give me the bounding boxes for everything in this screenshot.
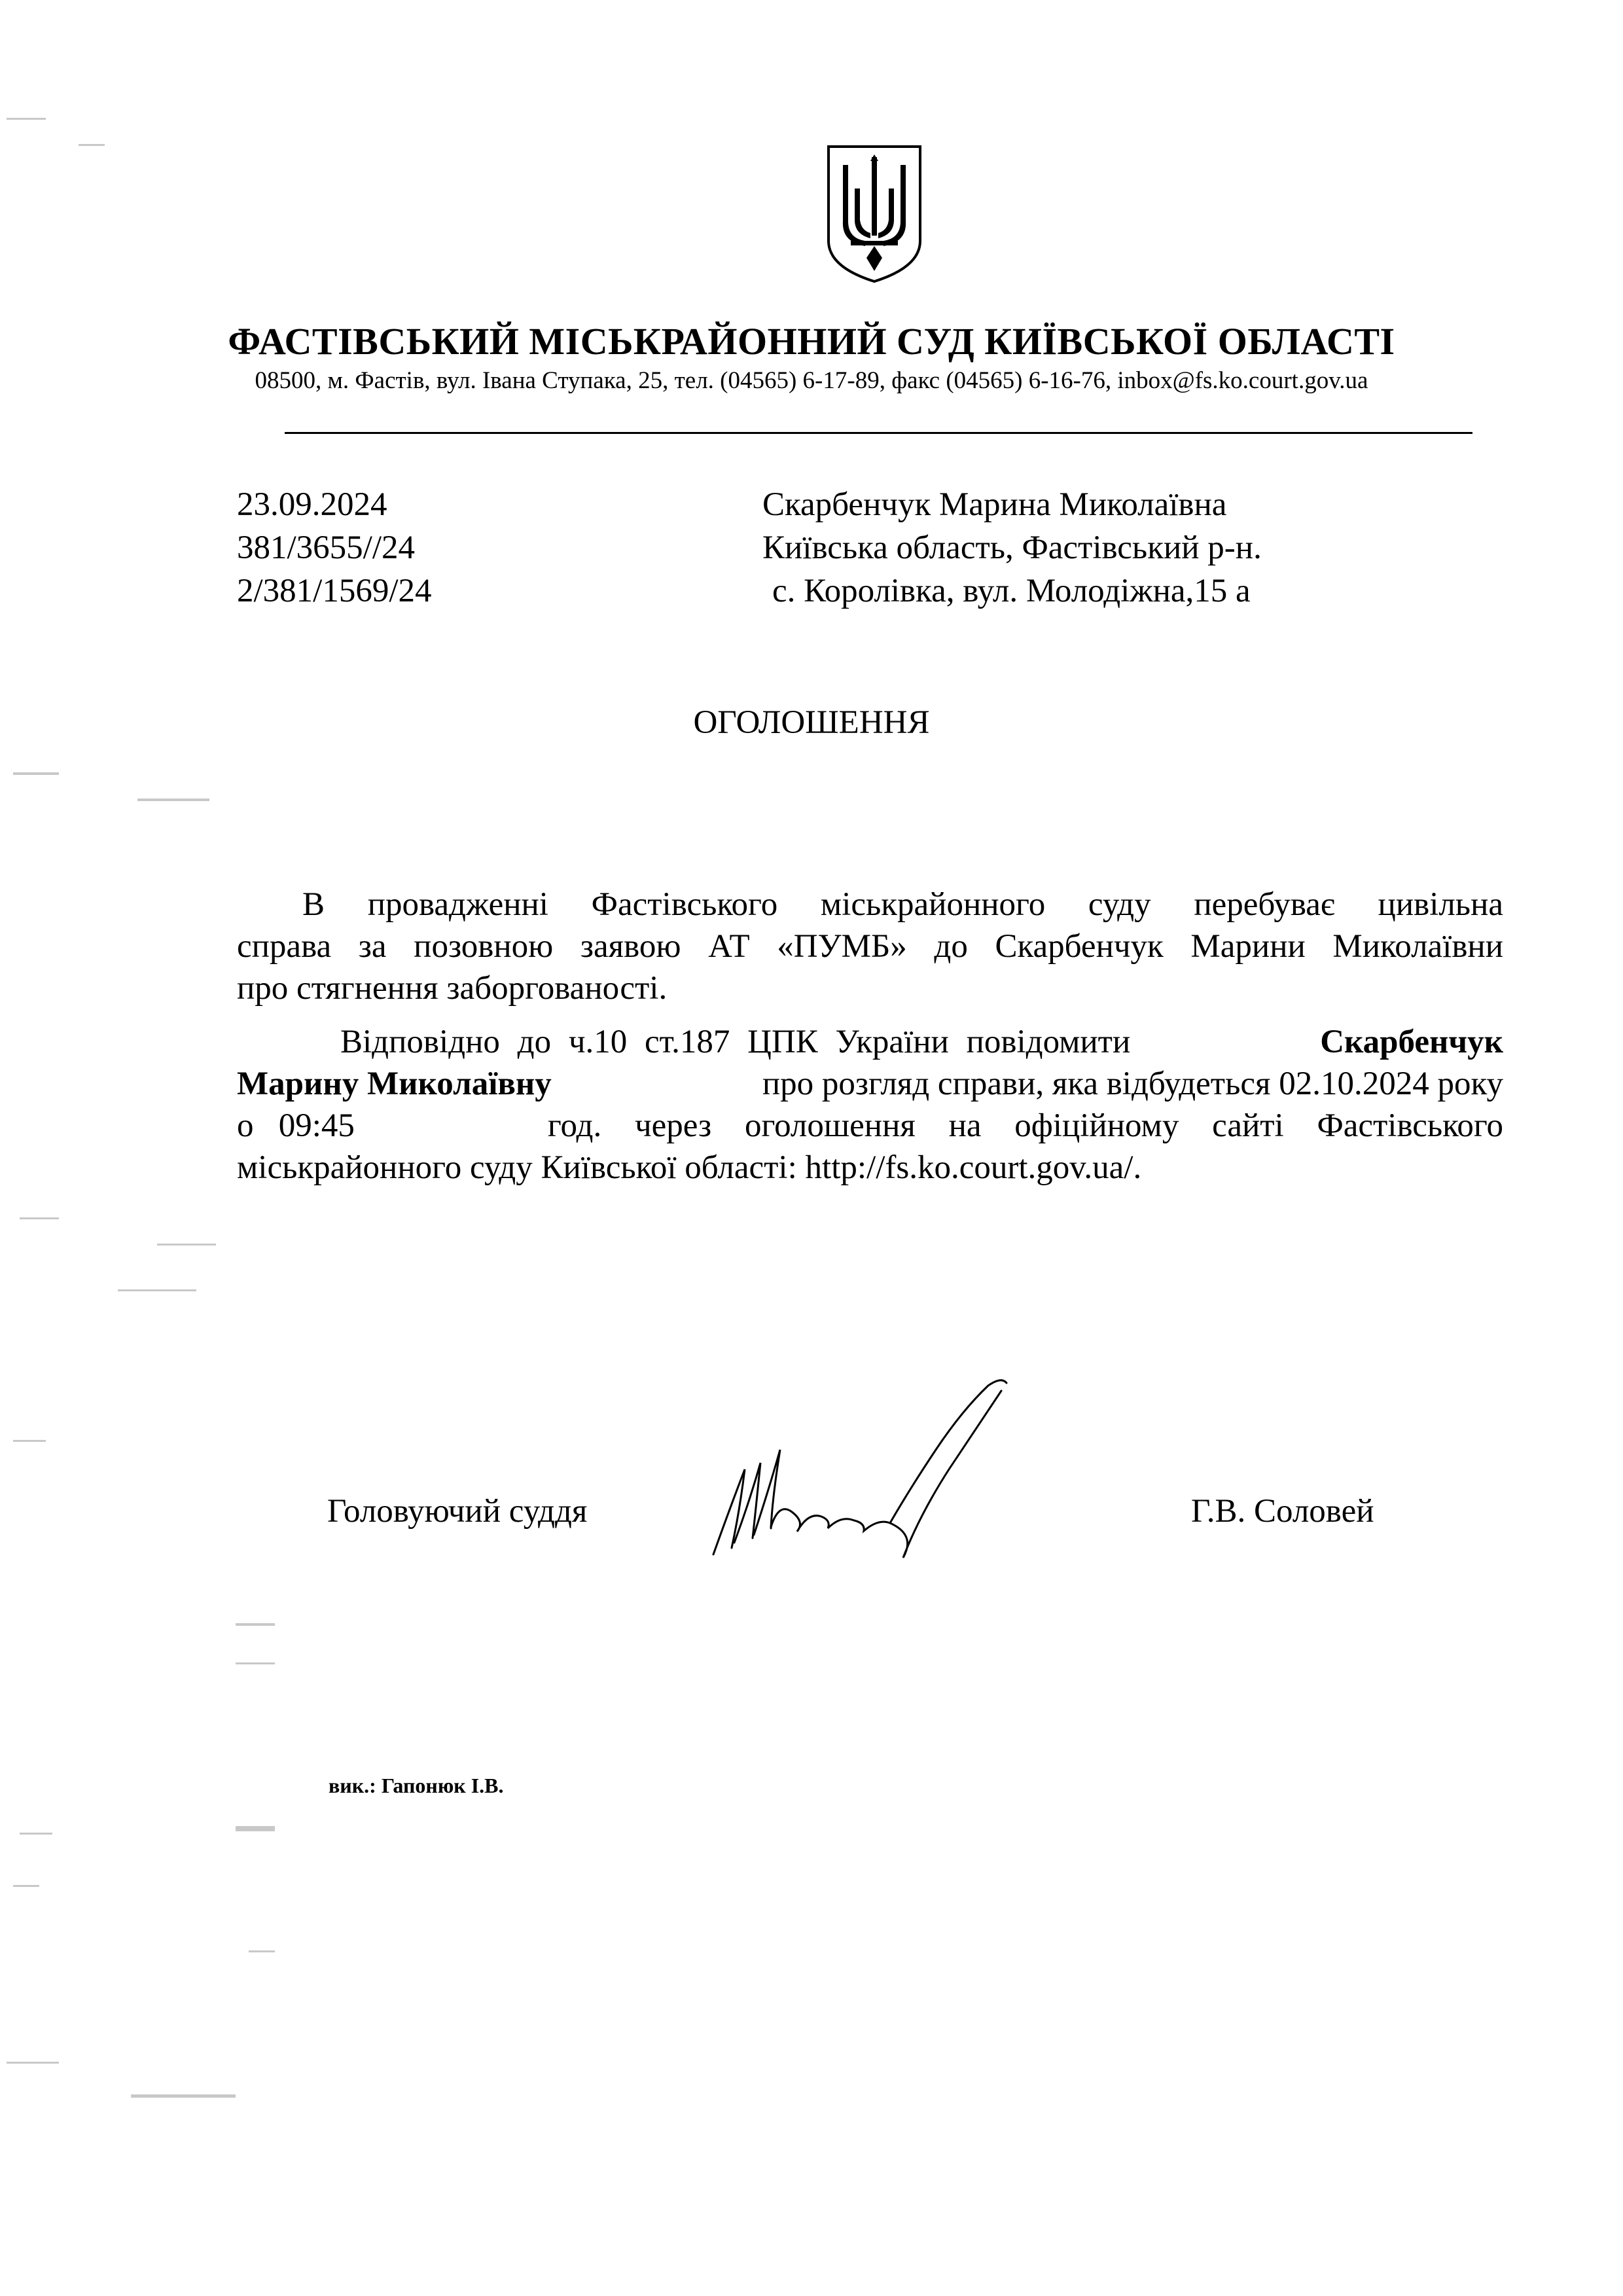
body-p1-line1: В провадженні Фастівського міськрайонного суду перебуває цивільна [302,886,1503,923]
body-p2-line3 [237,1105,1503,1147]
scan-noise [0,105,275,2134]
body-p1-line3: про стягнення заборгованості. [237,970,668,1007]
body-p2-line1-text: Відповідно до ч.10 ст.187 ЦПК України повідомити [340,1024,1131,1060]
recipient-region: Київська область, Фастівський р-н. [762,529,1262,566]
header-divider [285,432,1472,434]
defendant-surname: Скарбенчук [1320,1024,1503,1060]
document-title: ОГОЛОШЕННЯ [693,704,930,741]
executor-note: вик.: Гапонюк І.В. [329,1774,504,1797]
case-number: 381/3655//24 [237,529,416,566]
body-p1-line2: справа за позовною заявою АТ «ПУМБ» до Скарбенчук Марини Миколаївни [237,928,1503,965]
body-p2-line3-text: год. через оголошення на офіційному сайті Фастівського [547,1107,1503,1144]
signatory-name: Г.В. Соловей [1191,1493,1374,1530]
time-prefix: о [237,1107,254,1144]
body-p2-line1 [340,1021,1503,1063]
document-date: 23.09.2024 [237,486,387,523]
handwritten-signature [694,1371,1034,1574]
court-name-heading: ФАСТІВСЬКИЙ МІСЬКРАЙОННИЙ СУД КИЇВСЬКОЇ ОБЛАСТІ [228,320,1395,363]
recipient-address: с. Королівка, вул. Молодіжна,15 а [772,573,1251,609]
body-p2-line2-text: про розгляд справи, яка відбудеться 02.10.2024 року [762,1066,1503,1102]
court-contacts: 08500, м. Фастів, вул. Івана Ступака, 25, тел. (04565) 6-17-89, факс (04565) 6-16-76, inbox@fs.ko.court.gov.ua [255,367,1368,394]
hearing-time: 09:45 [278,1107,355,1144]
signatory-role: Головуючий суддя [327,1493,588,1530]
body-p2-line2 [237,1063,1503,1105]
proceeding-number: 2/381/1569/24 [237,573,432,609]
defendant-given-names: Марину Миколаївну [237,1066,552,1102]
coat-of-arms-emblem [825,143,924,285]
body-p2-line4: міськрайонного суду Київської області: http://fs.ko.court.gov.ua/. [237,1149,1142,1186]
recipient-name: Скарбенчук Марина Миколаївна [762,486,1227,523]
